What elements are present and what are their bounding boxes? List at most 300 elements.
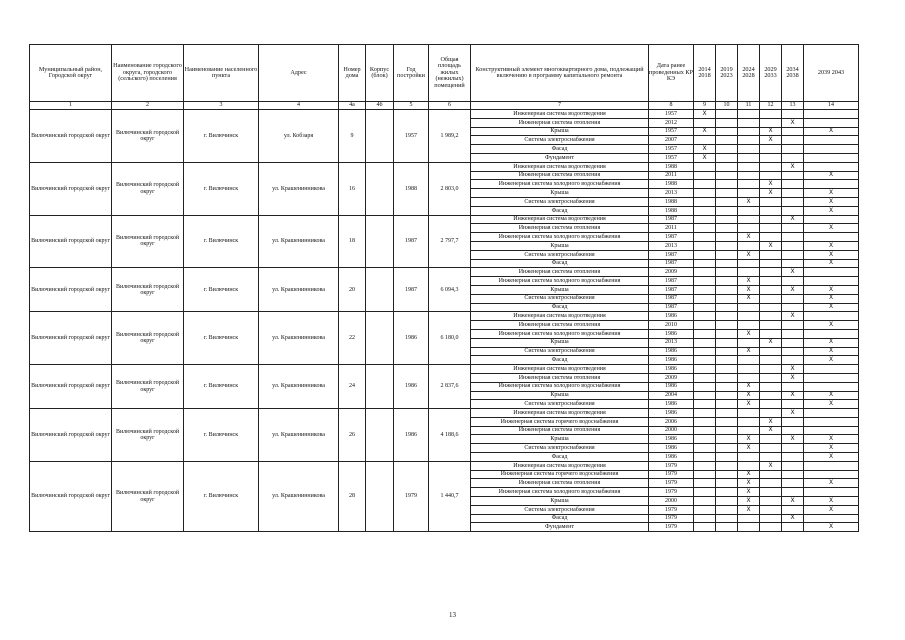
settlement-cell: г. Вилючинск	[184, 215, 259, 268]
period-mark-cell	[716, 514, 738, 523]
period-mark-cell	[694, 197, 716, 206]
period-mark-cell	[716, 259, 738, 268]
period-mark-cell	[782, 444, 804, 453]
period-mark-cell: X	[738, 391, 760, 400]
element-cell: Инженерная система горячего водоснабжения	[471, 470, 649, 479]
period-mark-cell	[694, 285, 716, 294]
element-cell: Инженерная система холодного водоснабжения	[471, 382, 649, 391]
header-row	[30, 45, 859, 102]
period-mark-cell	[760, 259, 782, 268]
element-cell: Инженерная система водоотведения	[471, 162, 649, 171]
period-mark-cell: X	[738, 488, 760, 497]
period-mark-cell	[738, 453, 760, 462]
column-number: 9	[694, 102, 716, 110]
period-mark-cell	[694, 347, 716, 356]
earlier-date-cell: 1987	[649, 277, 694, 286]
earlier-date-cell: 1987	[649, 285, 694, 294]
earlier-date-cell: 1986	[649, 382, 694, 391]
header-district: Муниципальный район, Городской округ	[30, 45, 112, 102]
period-mark-cell	[694, 136, 716, 145]
earlier-date-cell: 1987	[649, 215, 694, 224]
period-mark-cell	[694, 417, 716, 426]
period-mark-cell: X	[804, 435, 859, 444]
period-mark-cell: X	[738, 294, 760, 303]
period-mark-cell	[782, 453, 804, 462]
period-mark-cell	[760, 153, 782, 162]
period-mark-cell	[694, 497, 716, 506]
period-mark-cell: X	[804, 285, 859, 294]
period-mark-cell: X	[738, 329, 760, 338]
header-period: 2014 2018	[694, 45, 716, 102]
period-mark-cell	[804, 312, 859, 321]
earlier-date-cell: 2007	[649, 136, 694, 145]
period-mark-cell	[760, 233, 782, 242]
house-number-cell: 20	[339, 268, 366, 312]
period-mark-cell	[694, 329, 716, 338]
district-cell: Вилючинский городской округ	[30, 110, 112, 163]
earlier-date-cell: 1988	[649, 197, 694, 206]
period-mark-cell	[694, 312, 716, 321]
period-mark-cell	[716, 189, 738, 198]
period-mark-cell	[716, 497, 738, 506]
period-mark-cell	[716, 224, 738, 233]
element-cell: Инженерная система отопления	[471, 118, 649, 127]
period-mark-cell	[694, 488, 716, 497]
header-address: Адрес	[259, 45, 339, 102]
period-mark-cell	[760, 171, 782, 180]
period-mark-cell	[716, 373, 738, 382]
street-cell: ул. Крашенинникова	[259, 409, 339, 462]
period-mark-cell: X	[782, 312, 804, 321]
period-mark-cell	[782, 180, 804, 189]
period-mark-cell	[782, 321, 804, 330]
period-mark-cell	[760, 312, 782, 321]
earlier-date-cell: 2000	[649, 426, 694, 435]
element-cell: Система электроснабжения	[471, 250, 649, 259]
period-mark-cell	[738, 259, 760, 268]
year-built-cell: 1957	[394, 110, 429, 163]
table-row	[30, 365, 859, 374]
period-mark-cell: X	[782, 162, 804, 171]
header-period: 2039 2043	[804, 45, 859, 102]
table-row	[30, 162, 859, 171]
period-mark-cell: X	[738, 400, 760, 409]
element-cell: Инженерная система холодного водоснабжения	[471, 488, 649, 497]
period-mark-cell: X	[804, 127, 859, 136]
earlier-date-cell: 2013	[649, 338, 694, 347]
district-cell: Вилючинский городской округ	[30, 365, 112, 409]
house-number-cell: 18	[339, 215, 366, 268]
district-cell: Вилючинский городской округ	[30, 162, 112, 215]
period-mark-cell: X	[782, 215, 804, 224]
element-cell: Фундамент	[471, 523, 649, 532]
period-mark-cell	[694, 268, 716, 277]
city-okrug-cell: Вилючинский городской округ	[112, 110, 184, 163]
period-mark-cell: X	[804, 356, 859, 365]
period-mark-cell: X	[738, 197, 760, 206]
element-cell: Инженерная система холодного водоснабжения	[471, 277, 649, 286]
period-mark-cell	[804, 136, 859, 145]
house-number-cell: 9	[339, 110, 366, 163]
page-number: 13	[449, 611, 456, 619]
period-mark-cell: X	[804, 189, 859, 198]
earlier-date-cell: 2000	[649, 497, 694, 506]
period-mark-cell	[716, 505, 738, 514]
period-mark-cell: X	[782, 285, 804, 294]
period-mark-cell	[782, 206, 804, 215]
column-number: 2	[112, 102, 184, 110]
period-mark-cell	[694, 373, 716, 382]
period-mark-cell	[738, 110, 760, 119]
period-mark-cell	[694, 435, 716, 444]
period-mark-cell	[782, 259, 804, 268]
period-mark-cell: X	[760, 127, 782, 136]
earlier-date-cell: 1957	[649, 145, 694, 154]
period-mark-cell	[716, 285, 738, 294]
column-number: 11	[738, 102, 760, 110]
period-mark-cell	[804, 180, 859, 189]
period-mark-cell	[716, 391, 738, 400]
period-mark-cell	[738, 171, 760, 180]
period-mark-cell	[760, 206, 782, 215]
period-mark-cell: X	[804, 294, 859, 303]
period-mark-cell	[738, 241, 760, 250]
table-row	[30, 461, 859, 470]
period-mark-cell	[804, 215, 859, 224]
period-mark-cell	[760, 329, 782, 338]
column-number: 5	[394, 102, 429, 110]
period-mark-cell	[716, 356, 738, 365]
column-number: 6	[429, 102, 471, 110]
period-mark-cell: X	[738, 479, 760, 488]
period-mark-cell: X	[804, 497, 859, 506]
year-built-cell: 1988	[394, 162, 429, 215]
period-mark-cell	[738, 321, 760, 330]
period-mark-cell	[782, 303, 804, 312]
column-number: 4а	[339, 102, 366, 110]
element-cell: Инженерная система водоотведения	[471, 461, 649, 470]
area-cell: 1 440,7	[429, 461, 471, 531]
period-mark-cell	[782, 171, 804, 180]
year-built-cell: 1979	[394, 461, 429, 531]
earlier-date-cell: 1988	[649, 162, 694, 171]
period-mark-cell	[782, 250, 804, 259]
period-mark-cell	[760, 400, 782, 409]
period-mark-cell	[782, 197, 804, 206]
period-mark-cell	[804, 373, 859, 382]
period-mark-cell	[760, 197, 782, 206]
house-number-cell: 24	[339, 365, 366, 409]
earlier-date-cell: 1986	[649, 435, 694, 444]
period-mark-cell	[782, 505, 804, 514]
earlier-date-cell: 2012	[649, 118, 694, 127]
element-cell: Фасад	[471, 514, 649, 523]
period-mark-cell	[694, 294, 716, 303]
period-mark-cell	[760, 215, 782, 224]
period-mark-cell	[738, 426, 760, 435]
period-mark-cell	[782, 338, 804, 347]
street-cell: ул. Крашенинникова	[259, 461, 339, 531]
element-cell: Крыша	[471, 127, 649, 136]
korpus-cell	[366, 268, 394, 312]
period-mark-cell	[716, 453, 738, 462]
period-mark-cell	[804, 417, 859, 426]
period-mark-cell	[694, 453, 716, 462]
earlier-date-cell: 2011	[649, 171, 694, 180]
period-mark-cell	[694, 162, 716, 171]
earlier-date-cell: 1986	[649, 365, 694, 374]
area-cell: 4 188,6	[429, 409, 471, 462]
street-cell: ул. Крашенинникова	[259, 312, 339, 365]
period-mark-cell	[694, 259, 716, 268]
settlement-cell: г. Вилючинск	[184, 110, 259, 163]
period-mark-cell	[760, 382, 782, 391]
period-mark-cell	[716, 479, 738, 488]
period-mark-cell	[804, 409, 859, 418]
header-year-built: Год постройки	[394, 45, 429, 102]
table-row	[30, 409, 859, 418]
period-mark-cell	[716, 145, 738, 154]
period-mark-cell	[804, 118, 859, 127]
period-mark-cell: X	[804, 391, 859, 400]
period-mark-cell: X	[804, 224, 859, 233]
element-cell: Крыша	[471, 391, 649, 400]
earlier-date-cell: 1987	[649, 294, 694, 303]
period-mark-cell	[760, 365, 782, 374]
period-mark-cell: X	[804, 444, 859, 453]
period-mark-cell: X	[782, 409, 804, 418]
street-cell: ул. Кобзаря	[259, 110, 339, 163]
column-number: 3	[184, 102, 259, 110]
period-mark-cell	[738, 118, 760, 127]
header-element: Конструктивный элемент многоквартирного дома, подлежащий включению в программу капитального ремонта	[471, 45, 649, 102]
settlement-cell: г. Вилючинск	[184, 409, 259, 462]
element-cell: Крыша	[471, 497, 649, 506]
period-mark-cell	[716, 409, 738, 418]
period-mark-cell: X	[804, 338, 859, 347]
period-mark-cell	[782, 488, 804, 497]
period-mark-cell	[760, 453, 782, 462]
period-mark-cell	[804, 426, 859, 435]
capital-repair-table	[29, 44, 859, 532]
period-mark-cell	[738, 136, 760, 145]
earlier-date-cell: 1979	[649, 523, 694, 532]
period-mark-cell	[782, 224, 804, 233]
earlier-date-cell: 2013	[649, 241, 694, 250]
period-mark-cell	[782, 145, 804, 154]
period-mark-cell	[804, 382, 859, 391]
period-mark-cell	[694, 444, 716, 453]
earlier-date-cell: 1986	[649, 400, 694, 409]
period-mark-cell	[694, 400, 716, 409]
period-mark-cell	[694, 233, 716, 242]
element-cell: Инженерная система холодного водоснабжения	[471, 329, 649, 338]
period-mark-cell	[694, 118, 716, 127]
period-mark-cell	[716, 277, 738, 286]
earlier-date-cell: 1986	[649, 347, 694, 356]
korpus-cell	[366, 110, 394, 163]
period-mark-cell	[760, 294, 782, 303]
period-mark-cell	[782, 241, 804, 250]
year-built-cell: 1987	[394, 215, 429, 268]
period-mark-cell: X	[782, 118, 804, 127]
table-body	[30, 102, 859, 532]
element-cell: Крыша	[471, 338, 649, 347]
earlier-date-cell: 1979	[649, 470, 694, 479]
earlier-date-cell: 2006	[649, 417, 694, 426]
column-number: 4б	[366, 102, 394, 110]
element-cell: Инженерная система водоотведения	[471, 365, 649, 374]
period-mark-cell: X	[760, 180, 782, 189]
period-mark-cell	[760, 250, 782, 259]
area-cell: 6 180,0	[429, 312, 471, 365]
period-mark-cell	[760, 285, 782, 294]
period-mark-cell: X	[738, 435, 760, 444]
period-mark-cell	[694, 338, 716, 347]
element-cell: Фасад	[471, 303, 649, 312]
house-number-cell: 28	[339, 461, 366, 531]
period-mark-cell: X	[804, 321, 859, 330]
period-mark-cell	[760, 321, 782, 330]
element-cell: Фасад	[471, 145, 649, 154]
column-number: 1	[30, 102, 112, 110]
header-earlier-date: Дата ранее проведенных КР КЭ	[649, 45, 694, 102]
earlier-date-cell: 1986	[649, 356, 694, 365]
element-cell: Инженерная система отопления	[471, 268, 649, 277]
header-city-okrug: Наименование городского округа, городского (сельского) поселения	[112, 45, 184, 102]
period-mark-cell: X	[804, 303, 859, 312]
city-okrug-cell: Вилючинский городской округ	[112, 409, 184, 462]
earlier-date-cell: 1979	[649, 505, 694, 514]
period-mark-cell	[716, 118, 738, 127]
period-mark-cell	[760, 277, 782, 286]
earlier-date-cell: 1987	[649, 259, 694, 268]
period-mark-cell	[760, 347, 782, 356]
period-mark-cell	[804, 277, 859, 286]
element-cell: Система электроснабжения	[471, 505, 649, 514]
period-mark-cell	[782, 479, 804, 488]
period-mark-cell	[782, 233, 804, 242]
period-mark-cell	[782, 136, 804, 145]
column-number: 14	[804, 102, 859, 110]
period-mark-cell	[804, 153, 859, 162]
period-mark-cell	[782, 347, 804, 356]
period-mark-cell	[694, 189, 716, 198]
period-mark-cell	[694, 514, 716, 523]
header-area: Общая площадь жилых (нежилых) помещений	[429, 45, 471, 102]
header-period: 2019 2023	[716, 45, 738, 102]
period-mark-cell	[716, 488, 738, 497]
period-mark-cell	[804, 461, 859, 470]
period-mark-cell	[694, 356, 716, 365]
area-cell: 2 797,7	[429, 215, 471, 268]
period-mark-cell	[760, 470, 782, 479]
period-mark-cell	[782, 127, 804, 136]
header-period: 2029 2033	[760, 45, 782, 102]
period-mark-cell: X	[804, 479, 859, 488]
column-number-row	[30, 102, 859, 110]
earlier-date-cell: 1957	[649, 127, 694, 136]
period-mark-cell	[760, 479, 782, 488]
period-mark-cell	[716, 127, 738, 136]
period-mark-cell	[738, 162, 760, 171]
element-cell: Инженерная система отопления	[471, 373, 649, 382]
earlier-date-cell: 1988	[649, 180, 694, 189]
table-row	[30, 312, 859, 321]
element-cell: Фасад	[471, 453, 649, 462]
period-mark-cell	[716, 523, 738, 532]
street-cell: ул. Крашенинникова	[259, 365, 339, 409]
area-cell: 2 837,6	[429, 365, 471, 409]
period-mark-cell	[716, 294, 738, 303]
earlier-date-cell: 1986	[649, 444, 694, 453]
earlier-date-cell: 1987	[649, 250, 694, 259]
period-mark-cell: X	[760, 241, 782, 250]
period-mark-cell	[760, 118, 782, 127]
period-mark-cell	[738, 356, 760, 365]
period-mark-cell	[738, 417, 760, 426]
period-mark-cell	[716, 347, 738, 356]
earlier-date-cell: 1979	[649, 488, 694, 497]
period-mark-cell	[716, 303, 738, 312]
period-mark-cell	[738, 224, 760, 233]
period-mark-cell	[694, 461, 716, 470]
element-cell: Система электроснабжения	[471, 294, 649, 303]
element-cell: Крыша	[471, 435, 649, 444]
period-mark-cell: X	[694, 153, 716, 162]
period-mark-cell: X	[782, 435, 804, 444]
period-mark-cell: X	[738, 505, 760, 514]
element-cell: Система электроснабжения	[471, 347, 649, 356]
period-mark-cell: X	[804, 206, 859, 215]
header-period: 2034 2038	[782, 45, 804, 102]
period-mark-cell	[760, 391, 782, 400]
period-mark-cell: X	[804, 171, 859, 180]
period-mark-cell: X	[760, 426, 782, 435]
period-mark-cell	[716, 461, 738, 470]
period-mark-cell: X	[804, 505, 859, 514]
element-cell: Инженерная система отопления	[471, 321, 649, 330]
period-mark-cell	[760, 303, 782, 312]
earlier-date-cell: 2011	[649, 224, 694, 233]
period-mark-cell	[716, 365, 738, 374]
period-mark-cell	[694, 479, 716, 488]
year-built-cell: 1986	[394, 409, 429, 462]
period-mark-cell	[782, 110, 804, 119]
period-mark-cell	[760, 488, 782, 497]
area-cell: 1 989,2	[429, 110, 471, 163]
settlement-cell: г. Вилючинск	[184, 365, 259, 409]
period-mark-cell	[782, 523, 804, 532]
period-mark-cell	[694, 470, 716, 479]
street-cell: ул. Крашенинникова	[259, 268, 339, 312]
settlement-cell: г. Вилючинск	[184, 162, 259, 215]
earlier-date-cell: 1979	[649, 514, 694, 523]
earlier-date-cell: 1979	[649, 461, 694, 470]
period-mark-cell	[716, 162, 738, 171]
period-mark-cell: X	[804, 241, 859, 250]
period-mark-cell	[782, 356, 804, 365]
period-mark-cell: X	[804, 523, 859, 532]
period-mark-cell	[760, 523, 782, 532]
period-mark-cell	[738, 523, 760, 532]
element-cell: Инженерная система водоотведения	[471, 110, 649, 119]
period-mark-cell	[782, 277, 804, 286]
table-row	[30, 268, 859, 277]
district-cell: Вилючинский городской округ	[30, 409, 112, 462]
period-mark-cell: X	[782, 268, 804, 277]
period-mark-cell	[694, 365, 716, 374]
